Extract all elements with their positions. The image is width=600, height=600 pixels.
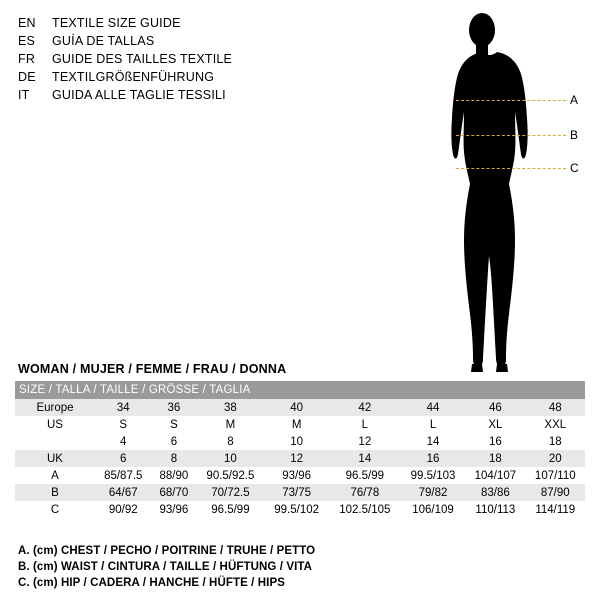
language-code: FR (18, 52, 36, 66)
row-label: UK (15, 450, 95, 467)
cell: 8 (196, 433, 264, 450)
cell: 99.5/103 (401, 467, 465, 484)
table-row (15, 399, 585, 416)
language-title: GUIDA ALLE TAGLIE TESSILI (52, 88, 226, 102)
cell: 18 (526, 433, 585, 450)
language-code: EN (18, 16, 36, 30)
size-table-wrapper (15, 381, 585, 518)
cell: 87/90 (526, 484, 585, 501)
cell: 14 (401, 433, 465, 450)
cell: 110/113 (465, 501, 525, 518)
cell: 73/75 (265, 484, 329, 501)
language-code: IT (18, 88, 30, 102)
cell: 64/67 (95, 484, 152, 501)
cell: 12 (329, 433, 401, 450)
cell: S (95, 416, 152, 433)
measure-line-a (456, 100, 566, 101)
language-row-fr (18, 50, 318, 68)
cell: XXL (526, 416, 585, 433)
language-title: TEXTILE SIZE GUIDE (52, 16, 181, 30)
cell: 114/119 (526, 501, 585, 518)
language-title: GUIDE DES TAILLES TEXTILE (52, 52, 233, 66)
cell: S (152, 416, 197, 433)
cell: 96.5/99 (196, 501, 264, 518)
cell: 88/90 (152, 467, 197, 484)
cell: 93/96 (265, 467, 329, 484)
cell: 48 (526, 399, 585, 416)
measure-line-c (456, 168, 566, 169)
cell: 107/110 (526, 467, 585, 484)
cell: 6 (95, 450, 152, 467)
row-label: US (15, 416, 95, 433)
cell: 90/92 (95, 501, 152, 518)
cell: 36 (152, 399, 197, 416)
row-label: A (15, 467, 95, 484)
cell: 4 (95, 433, 152, 450)
cell: 102.5/105 (329, 501, 401, 518)
cell: 79/82 (401, 484, 465, 501)
measure-line-b (456, 135, 566, 136)
measure-label-a: A (570, 93, 579, 107)
table-row (15, 450, 585, 467)
cell: M (196, 416, 264, 433)
legend-row-b: B. (cm) WAIST / CINTURA / TAILLE / HÜFTUNG / VITA (18, 561, 313, 573)
table-header-row (15, 381, 585, 399)
legend-row-c: C. (cm) HIP / CADERA / HANCHE / HÜFTE / HIPS (18, 577, 286, 589)
measurement-legend (18, 543, 498, 591)
cell: 70/72.5 (196, 484, 264, 501)
legend-row-a: A. (cm) CHEST / PECHO / POITRINE / TRUHE / PETTO (18, 545, 316, 557)
cell: 10 (196, 450, 264, 467)
language-title: TEXTILGRÖßENFÜHRUNG (52, 70, 215, 84)
cell: 16 (465, 433, 525, 450)
cell: 99.5/102 (265, 501, 329, 518)
cell: 44 (401, 399, 465, 416)
cell: 85/87.5 (95, 467, 152, 484)
female-silhouette-icon (420, 8, 595, 376)
cell: 42 (329, 399, 401, 416)
table-header-label: SIZE / TALLA / TAILLE / GRÖSSE / TAGLIA (15, 381, 585, 399)
language-code: ES (18, 34, 36, 48)
cell: 10 (265, 433, 329, 450)
measure-label-c: C (570, 161, 579, 175)
female-body-figure (420, 8, 595, 376)
cell: 76/78 (329, 484, 401, 501)
row-label: B (15, 484, 95, 501)
language-code: DE (18, 70, 36, 84)
cell: 12 (265, 450, 329, 467)
language-row-en (18, 14, 318, 32)
section-title: WOMAN / MUJER / FEMME / FRAU / DONNA (18, 362, 287, 376)
cell: 106/109 (401, 501, 465, 518)
size-table (15, 381, 585, 518)
cell: 38 (196, 399, 264, 416)
cell: 96.5/99 (329, 467, 401, 484)
row-label: C (15, 501, 95, 518)
cell: 104/107 (465, 467, 525, 484)
table-row (15, 501, 585, 518)
measure-label-b: B (570, 128, 579, 142)
cell: 18 (465, 450, 525, 467)
row-label (15, 433, 95, 450)
cell: L (329, 416, 401, 433)
cell: 8 (152, 450, 197, 467)
cell: L (401, 416, 465, 433)
cell: M (265, 416, 329, 433)
cell: 46 (465, 399, 525, 416)
cell: 68/70 (152, 484, 197, 501)
language-row-de (18, 68, 318, 86)
cell: 14 (329, 450, 401, 467)
language-row-it (18, 86, 318, 104)
table-row (15, 416, 585, 433)
table-row (15, 484, 585, 501)
cell: 93/96 (152, 501, 197, 518)
cell: 20 (526, 450, 585, 467)
cell: 6 (152, 433, 197, 450)
cell: 34 (95, 399, 152, 416)
table-row (15, 433, 585, 450)
cell: XL (465, 416, 525, 433)
cell: 83/86 (465, 484, 525, 501)
table-row (15, 467, 585, 484)
cell: 16 (401, 450, 465, 467)
cell: 90.5/92.5 (196, 467, 264, 484)
cell: 40 (265, 399, 329, 416)
language-list (18, 14, 318, 104)
language-title: GUÍA DE TALLAS (52, 34, 155, 48)
row-label: Europe (15, 399, 95, 416)
language-row-es (18, 32, 318, 50)
